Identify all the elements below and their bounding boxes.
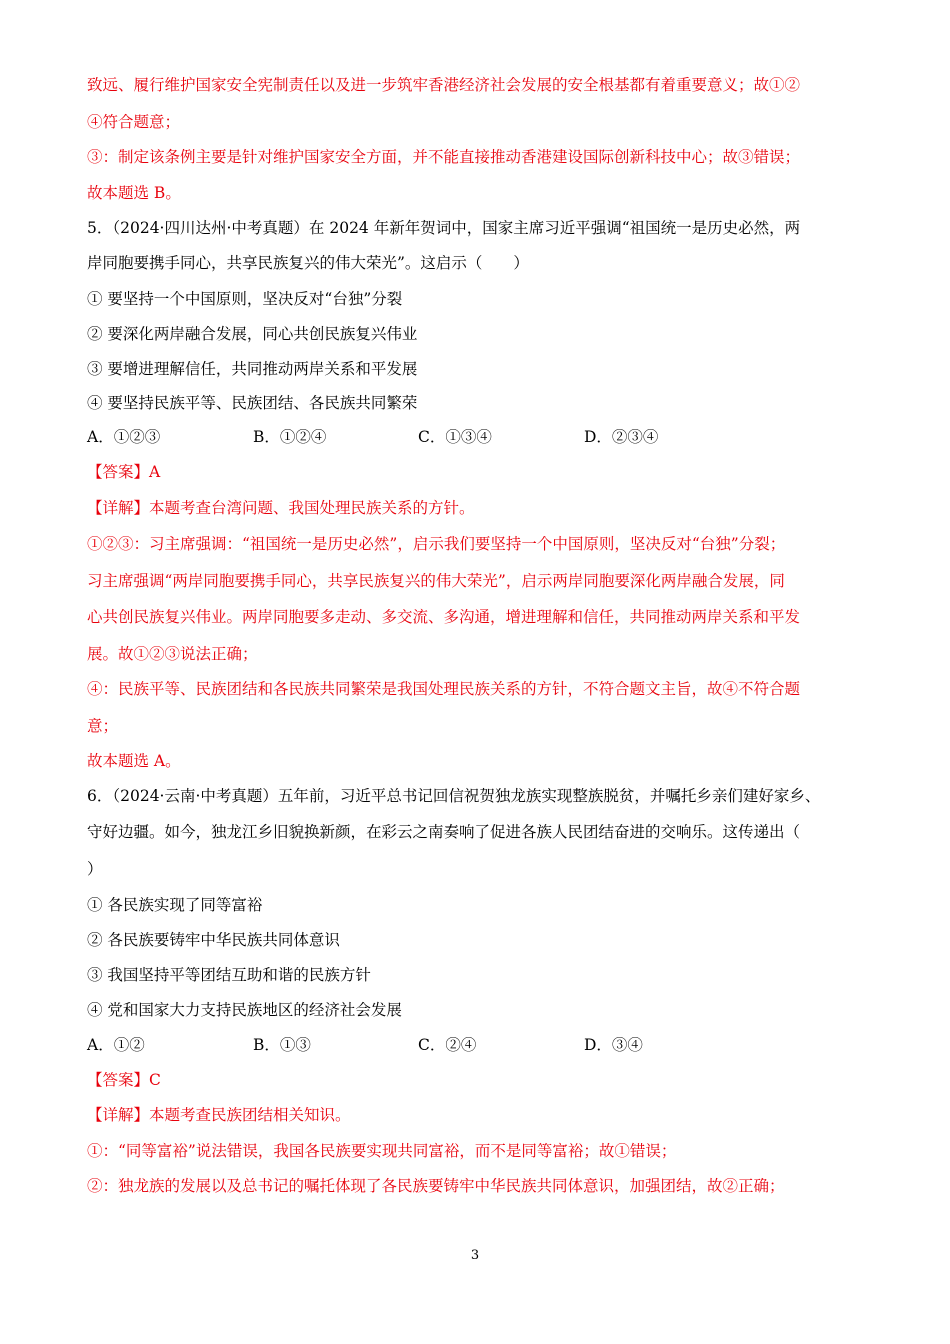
q5-detail: 【详解】本题考查台湾问题、我国处理民族关系的方针。 xyxy=(87,499,475,517)
q6-item: ① 各民族实现了同等富裕 xyxy=(87,896,263,914)
q6-option-c: C．②④ xyxy=(418,1036,477,1054)
prev-explanation-line: ③：制定该条例主要是针对维护国家安全方面，并不能直接推动香港建设国际创新科技中心；故③错误； xyxy=(87,148,801,166)
q5-conclusion: 故本题选 A。 xyxy=(87,752,181,770)
q5-option-c: C．①③④ xyxy=(418,428,492,446)
prev-explanation-line: 致远、履行维护国家安全宪制责任以及进一步筑牢香港经济社会发展的安全根基都有着重要意义；故①② xyxy=(87,76,801,94)
prev-conclusion: 故本题选 B。 xyxy=(87,184,181,202)
q5-item: ② 要深化两岸融合发展，同心共创民族复兴伟业 xyxy=(87,325,418,343)
q5-explanation-line: 习主席强调“两岸同胞要携手同心，共享民族复兴的伟大荣光”，启示两岸同胞要深化两岸融合发展，同 xyxy=(87,572,785,590)
q5-explanation-line: 意； xyxy=(87,717,119,735)
q5-answer: 【答案】A xyxy=(87,463,161,481)
q6-answer: 【答案】C xyxy=(87,1071,161,1089)
q5-stem: 岸同胞要携手同心，共享民族复兴的伟大荣光”。这启示（ ） xyxy=(87,254,529,272)
q6-explanation-line: ②：独龙族的发展以及总书记的嘱托体现了各民族要铸牢中华民族共同体意识，加强团结，故②正确； xyxy=(87,1177,785,1195)
q5-explanation-line: ①②③：习主席强调：“祖国统一是历史必然”，启示我们要坚持一个中国原则，坚决反对“台独”分裂； xyxy=(87,535,786,553)
q6-option-b: B．①③ xyxy=(253,1036,311,1054)
q5-option-a: A．①②③ xyxy=(87,428,161,446)
q5-item: ③ 要增进理解信任，共同推动两岸关系和平发展 xyxy=(87,360,418,378)
q6-item: ③ 我国坚持平等团结互助和谐的民族方针 xyxy=(87,966,371,984)
q6-item: ④ 党和国家大力支持民族地区的经济社会发展 xyxy=(87,1001,402,1019)
q6-detail: 【详解】本题考查民族团结相关知识。 xyxy=(87,1106,351,1124)
q5-explanation-line: ④：民族平等、民族团结和各民族共同繁荣是我国处理民族关系的方针，不符合题文主旨，故④不符合题 xyxy=(87,680,801,698)
q5-item: ④ 要坚持民族平等、民族团结、各民族共同繁荣 xyxy=(87,394,418,412)
q6-stem: ） xyxy=(87,860,103,878)
q6-item: ② 各民族要铸牢中华民族共同体意识 xyxy=(87,931,340,949)
q5-item: ① 要坚持一个中国原则，坚决反对“台独”分裂 xyxy=(87,290,403,308)
q5-option-d: D．②③④ xyxy=(584,428,659,446)
q6-stem: 守好边疆。如今，独龙江乡旧貌换新颜，在彩云之南奏响了促进各族人民团结奋进的交响乐。这传递出（ xyxy=(87,823,801,841)
q6-stem: 6．（2024·云南·中考真题）五年前，习近平总书记回信祝贺独龙族实现整族脱贫，并嘱托乡亲们建好家乡、 xyxy=(87,787,821,805)
q6-explanation-line: ①：“同等富裕”说法错误，我国各民族要实现共同富裕，而不是同等富裕；故①错误； xyxy=(87,1142,677,1160)
q5-stem: 5．（2024·四川达州·中考真题）在 2024 年新年贺词中，国家主席习近平强调“祖国统一是历史必然，两 xyxy=(87,219,801,237)
q6-option-d: D．③④ xyxy=(584,1036,643,1054)
q5-option-b: B．①②④ xyxy=(253,428,327,446)
q6-option-a: A．①② xyxy=(87,1036,145,1054)
prev-explanation-line: ④符合题意； xyxy=(87,113,181,131)
page-number: 3 xyxy=(470,1248,480,1263)
q5-explanation-line: 展。故①②③说法正确； xyxy=(87,645,258,663)
q5-explanation-line: 心共创民族复兴伟业。两岸同胞要多走动、多交流、多沟通，增进理解和信任，共同推动两岸关系和平发 xyxy=(87,608,801,626)
